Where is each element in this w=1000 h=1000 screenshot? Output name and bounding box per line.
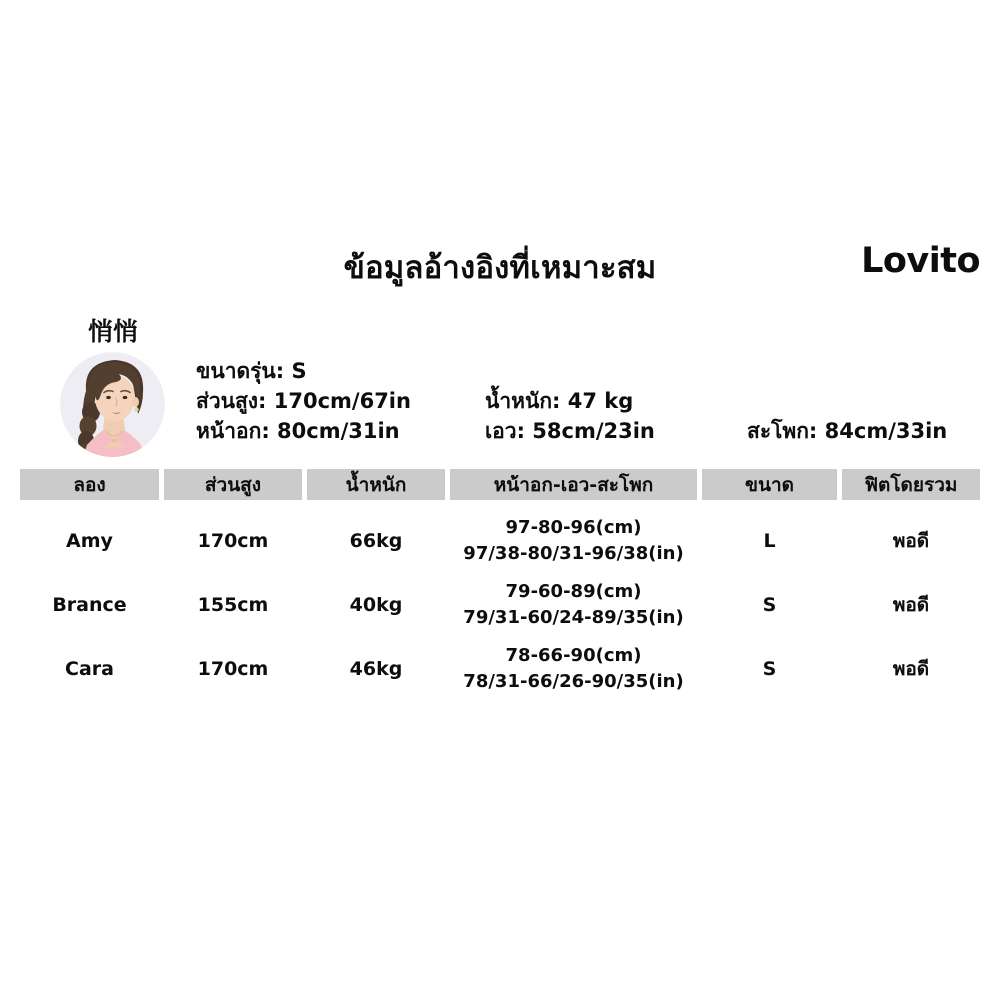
header-cell-height: ส่วนสูง	[164, 469, 302, 500]
cell-size: S	[762, 658, 777, 680]
header-cell-measurements: หน้าอก-เอว-สะโพก	[450, 469, 697, 500]
table-row	[20, 509, 980, 573]
fit-reference-table	[20, 469, 980, 701]
model-avatar-illustration	[60, 352, 165, 457]
cell-fit: พอดี	[892, 594, 930, 616]
model-waist-line: เอว: 58cm/23in	[485, 419, 655, 443]
model-avatar	[60, 352, 165, 457]
table-row	[20, 573, 980, 637]
measurements-in: 79/31-60/24-89/35(in)	[463, 607, 684, 628]
measurements-cm: 78-66-90(cm)	[505, 645, 642, 666]
model-height-line: ส่วนสูง: 170cm/67in	[196, 389, 411, 413]
cell-tester-name: Brance	[52, 594, 127, 616]
model-weight-line: น้ำหนัก: 47 kg	[485, 389, 634, 413]
cell-measurements	[450, 573, 697, 637]
header-cell-fit: ฟิตโดยรวม	[842, 469, 980, 500]
model-name: 悄悄	[88, 317, 139, 346]
cell-height: 170cm	[197, 530, 269, 552]
table-body	[20, 500, 980, 701]
header-cell-tester: ลอง	[20, 469, 159, 500]
measurements-cm: 97-80-96(cm)	[505, 517, 642, 538]
table-row	[20, 637, 980, 701]
cell-fit: พอดี	[892, 530, 930, 552]
measurements-in: 97/38-80/31-96/38(in)	[463, 543, 684, 564]
measurements-cm: 79-60-89(cm)	[505, 581, 642, 602]
cell-fit: พอดี	[892, 658, 930, 680]
cell-height: 155cm	[197, 594, 269, 616]
model-hip-line: สะโพก: 84cm/33in	[747, 419, 948, 443]
cell-size: L	[763, 530, 776, 552]
brand-logo: Lovito	[861, 241, 980, 281]
cell-height: 170cm	[197, 658, 269, 680]
measurements-in: 78/31-66/26-90/35(in)	[463, 671, 684, 692]
cell-weight: 46kg	[349, 658, 403, 680]
header-cell-size: ขนาด	[702, 469, 837, 500]
cell-tester-name: Cara	[65, 658, 114, 680]
model-size-line: ขนาดรุ่น: S	[196, 359, 307, 383]
model-stats-column-3	[747, 416, 947, 446]
cell-measurements	[450, 509, 697, 573]
model-stats-column-2	[485, 386, 655, 446]
model-bust-line: หน้าอก: 80cm/31in	[196, 419, 400, 443]
cell-size: S	[762, 594, 777, 616]
cell-tester-name: Amy	[66, 530, 113, 552]
page-title: ข้อมูลอ้างอิงที่เหมาะสม	[343, 250, 657, 286]
table-header-row	[20, 469, 980, 500]
cell-weight: 40kg	[349, 594, 403, 616]
cell-measurements	[450, 637, 697, 701]
header-cell-weight: น้ำหนัก	[307, 469, 445, 500]
cell-weight: 66kg	[349, 530, 403, 552]
model-stats-column-1	[196, 356, 411, 446]
